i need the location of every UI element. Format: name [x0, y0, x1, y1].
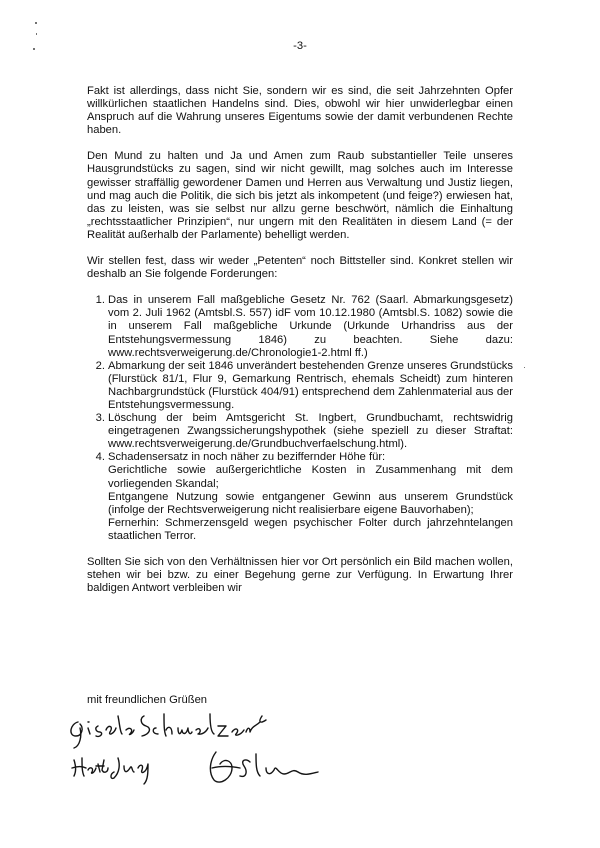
list-text: Löschung der beim Amtsgericht St. Ingbert, Grundbuchamt, rechtswidrig eingetragenen Zwangssicherungshypothek (siehe speziell zu dieser Straftat: www.rechtsverweigerung.de/Grundbuchverfaelschung.html). — [108, 412, 513, 451]
closing-paragraph: Sollten Sie sich von den Verhältnissen hier vor Ort persönlich ein Bild machen wollen, stehen wir bei bzw. zu einer Begehung gerne zur Verfügung. In Erwartung Ihrer baldigen Antwort verbleiben wir — [87, 556, 513, 595]
list-item — [87, 412, 513, 451]
list-number: 4. — [95, 451, 105, 464]
list-item — [87, 294, 513, 359]
paragraph: Den Mund zu halten und Ja und Amen zum Raub substantieller Teile unseres Hausgrundstücks zu sagen, sind wir nicht gewillt, mag solches auch im Interesse gewisser straffällig gewordener Damen und Herren aus Verwaltung und Justiz liegen, und mag auch die Politik, die sich bis jetzt als inkompetent (und feige?) erwiesen hat, das zu leisten, was sie selbst nur allzu gerne beschwört, nämlich die Einhaltung „rechtsstaatlicher Prinzipien“, nur ungern mit den Realitäten in diesem Land (= der Realität außerhalb der Parlamente) behelligt werden. — [87, 150, 513, 241]
list-item — [87, 451, 513, 543]
sub-item: Gerichtliche sowie außergerichtliche Kosten in Zusammenhang mit dem vorliegenden Skandal; — [108, 464, 513, 490]
scan-speck — [35, 22, 37, 24]
demands-list — [87, 294, 513, 543]
list-item — [87, 360, 513, 412]
page-number: -3- — [293, 40, 307, 52]
sub-item: Entgangene Nutzung sowie entgangener Gewinn aus unserem Grundstück (infolge der Rechtsverweigerung nicht realisierbare eigene Bauvorhaben); — [108, 490, 513, 516]
list-text: Schadensersatz in noch näher zu beziffernder Höhe für: — [108, 451, 386, 464]
handwritten-signatures — [60, 702, 380, 792]
paragraph: Fakt ist allerdings, dass nicht Sie, sondern wir es sind, die seit Jahrzehnten Opfer willkürlichen staatlichen Handelns sind. Dies, obwohl wir hier unwiderlegbar einen Anspruch auf die Wahrung unseres Eigentums sowie der damit verbundenen Rechte haben. — [87, 85, 513, 137]
sub-item: Fernerhin: Schmerzensgeld wegen psychischer Folter durch jahrzehntelangen staatlichen Terror. — [108, 516, 513, 542]
scan-speck — [36, 33, 37, 35]
list-number: 3. — [95, 412, 105, 425]
list-number: 2. — [95, 359, 105, 372]
letter-body — [87, 85, 513, 595]
list-text: Das in unserem Fall maßgebliche Gesetz Nr. 762 (Saarl. Abmarkungsgesetz) vom 2. Juli 1962 (Amtsbl.S. 557) idF vom 10.12.1980 (Amtsbl.S. 1082) sowie die in unserem Fall maßgebliche Urkunde (Urkunde Urhandriss aus der Entstehungsvermessung 1846) zu beachten. Siehe dazu: www.rechtsverweigerung.de/Chronologie1-2.html ff.) — [108, 294, 513, 359]
greeting: mit freundlichen Grüßen — [87, 694, 208, 706]
paragraph: Wir stellen fest, dass wir weder „Petenten“ noch Bittsteller sind. Konkret stellen wir deshalb an Sie folgende Forderungen: — [87, 255, 513, 281]
list-number: 1. — [95, 294, 105, 307]
list-text: Abmarkung der seit 1846 unverändert bestehenden Grenze unseres Grundstücks (Flurstück 81/1, Flur 9, Gemarkung Rentrisch, ehemals Scheidt) zum hinteren Nachbargrundstück (Flurstück 404/91) entsprechend dem Zahlenmaterial aus der Entstehungsvermessung. — [108, 359, 513, 411]
scan-speck — [524, 367, 525, 368]
